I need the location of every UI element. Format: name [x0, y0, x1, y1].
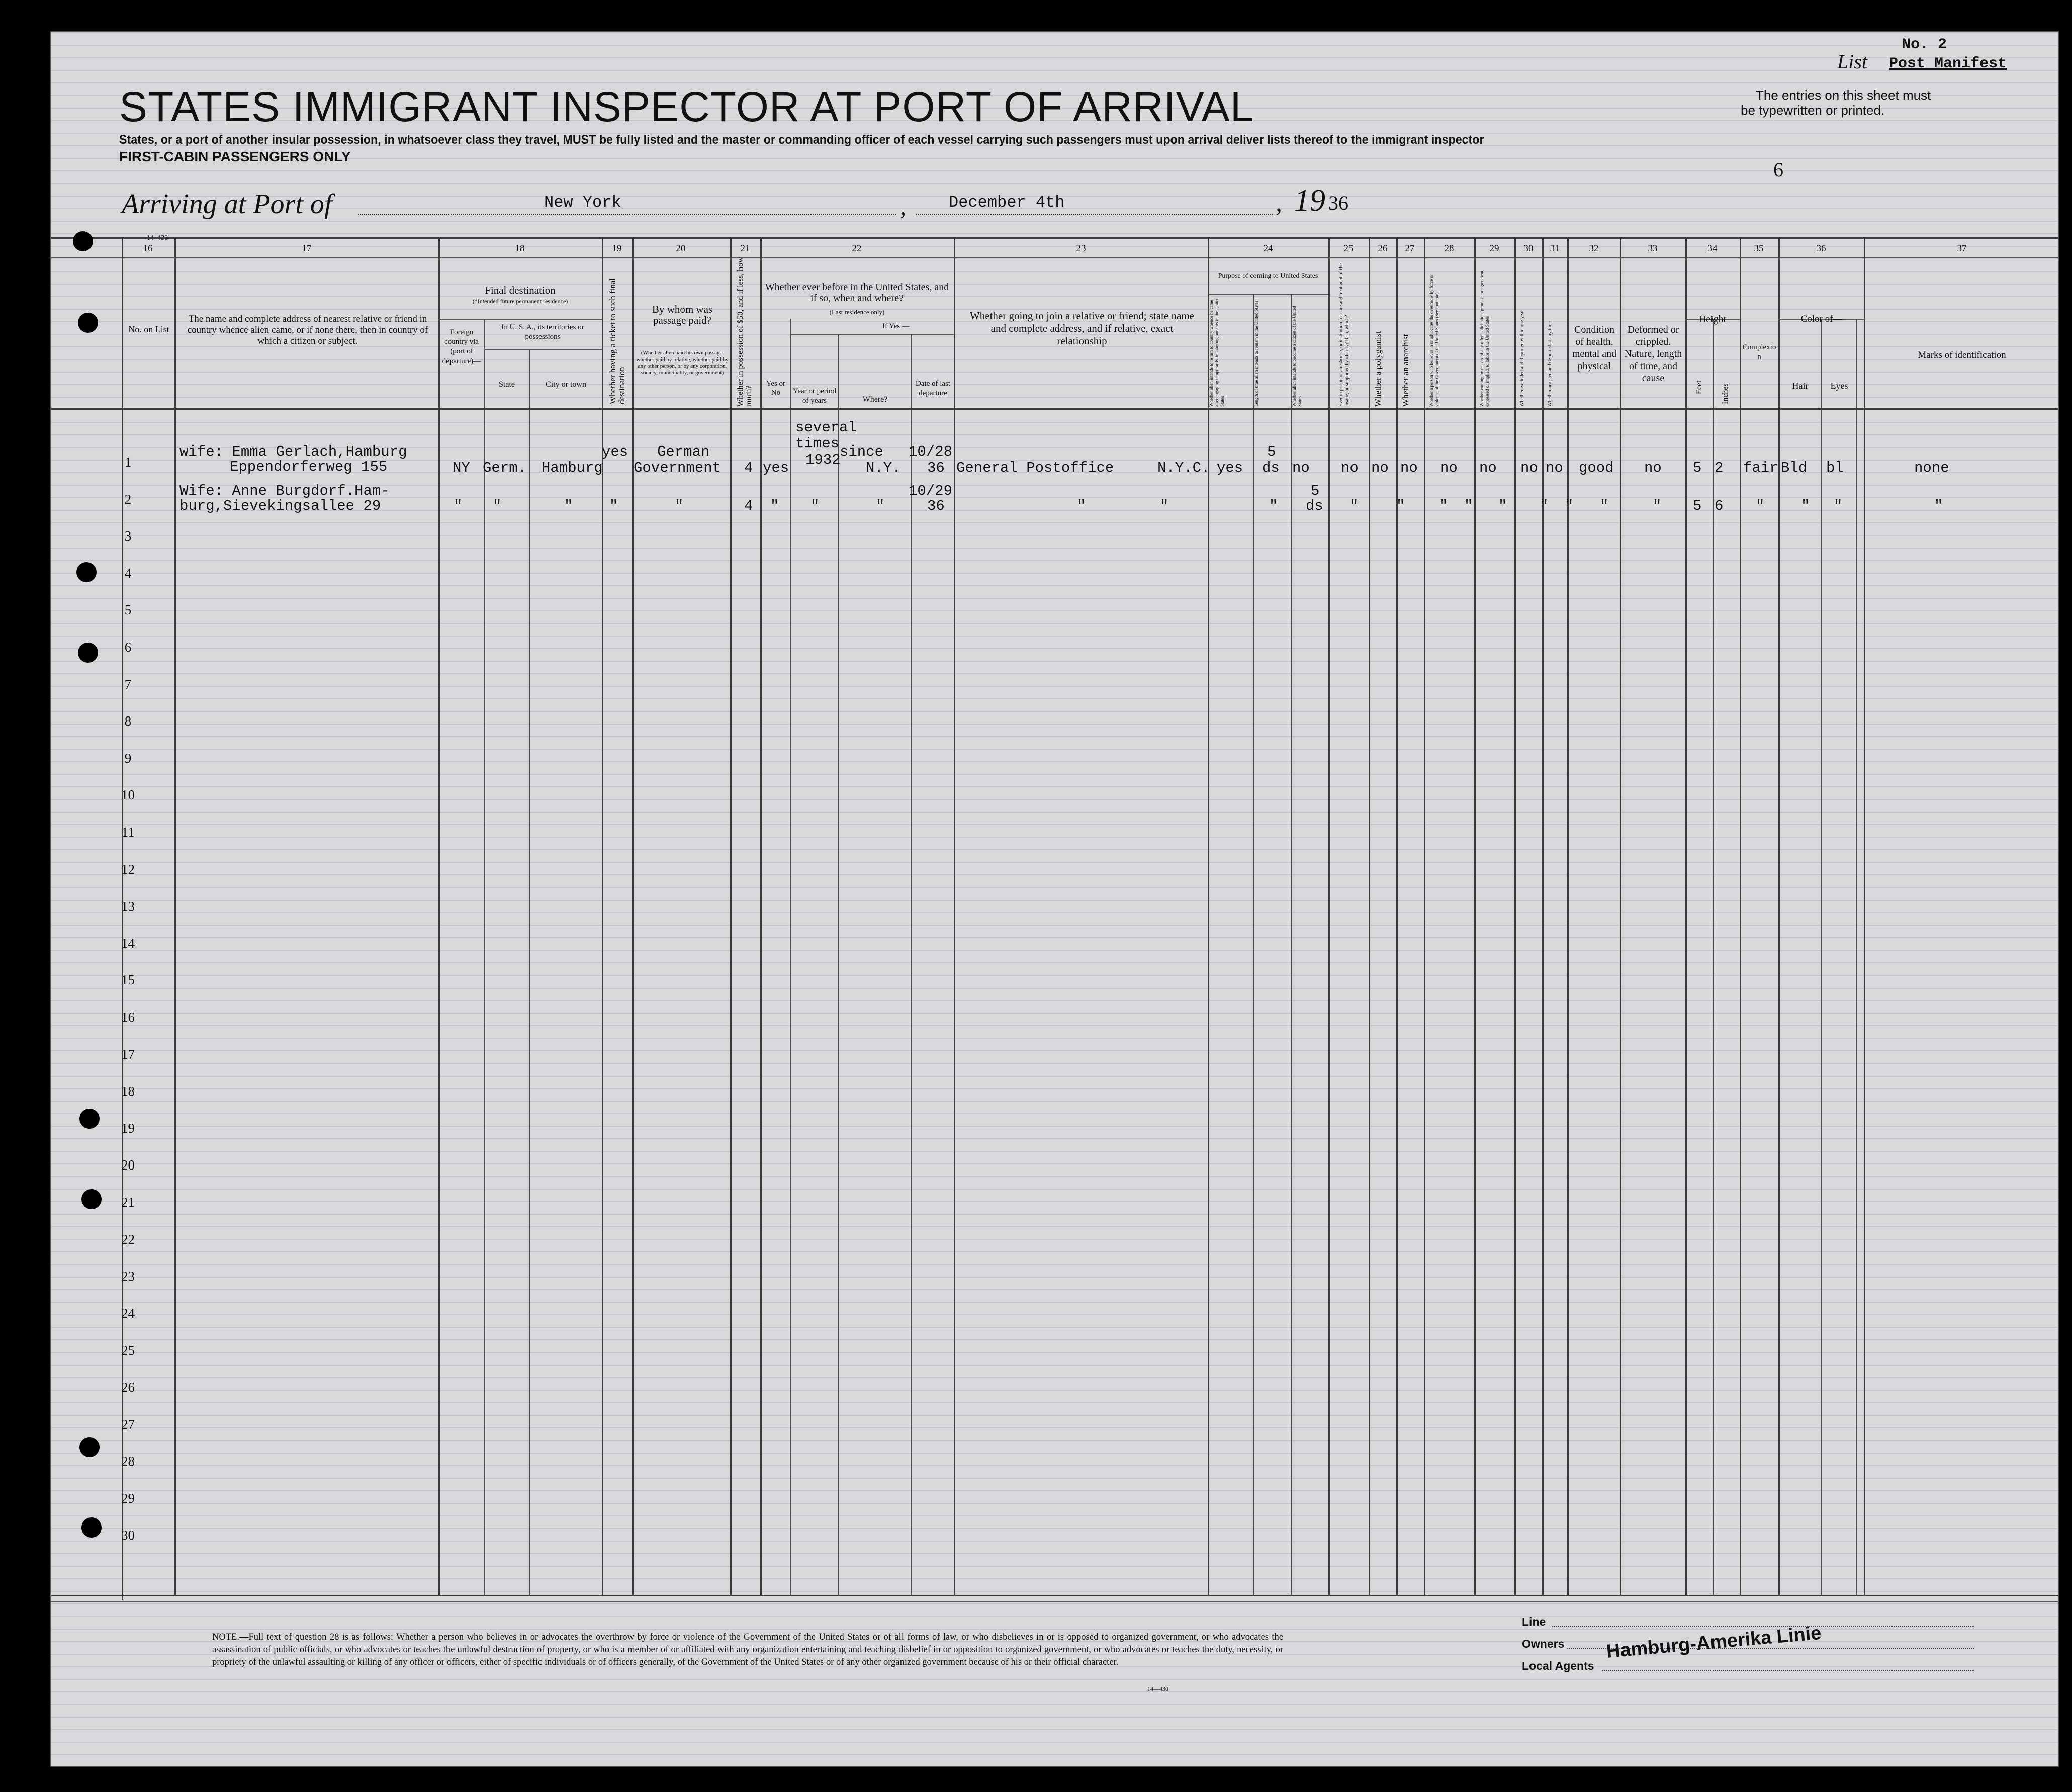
hdr-purpose-citizen: Whether alien intends to become a citizen of the United States [1292, 306, 1302, 407]
joining-city: N.Y.C. [1157, 460, 1210, 476]
hdr-yes-no: Yes or No [766, 380, 786, 397]
ditto-mark: " [1396, 498, 1405, 514]
date-value: December 4th [949, 193, 1065, 212]
row-number: 16 [121, 1010, 135, 1025]
feet: 5 [1693, 460, 1702, 476]
ditto-mark: " [564, 498, 573, 514]
fifty-dollars: 4 [744, 460, 753, 476]
date-last-2: 36 [927, 460, 945, 476]
ditto-mark: " [810, 498, 820, 514]
owners-label: Owners [1522, 1637, 1565, 1650]
col-num-27: 27 [1405, 243, 1415, 254]
row-number: 18 [121, 1084, 135, 1099]
hdr-complexion: Complexion [1742, 343, 1776, 361]
col-num-31: 31 [1550, 243, 1560, 254]
hdr-health: Condition of health, mental and physical [1572, 324, 1617, 372]
ditto-mark: " [876, 498, 885, 514]
row-number: 8 [124, 713, 132, 729]
col-num-22: 22 [852, 243, 862, 254]
passage-paid-2: Government [634, 460, 722, 476]
list-label: List [1837, 50, 1868, 73]
row-number: 27 [121, 1416, 135, 1432]
col-num-18: 18 [515, 243, 525, 254]
row-number: 29 [121, 1490, 135, 1506]
date-last-1: 10/29 [909, 483, 953, 499]
hdr-anarchist: Whether an anarchist [1401, 334, 1410, 407]
ever-before: yes [763, 460, 789, 476]
hdr-eyes: Eyes [1830, 381, 1848, 391]
col-num-35: 35 [1754, 243, 1764, 254]
hdr-marks: Marks of identification [1918, 350, 2006, 361]
hdr-deformed: Deformed or crippled. Nature, length of time, and cause [1624, 324, 1682, 384]
ditto-mark: " [1540, 498, 1549, 514]
year-prefix: 19 [1294, 184, 1325, 218]
hdr-no-on-list: No. on List [128, 324, 169, 334]
col-num-37: 37 [1957, 243, 1967, 254]
hdr-fifty: Whether in possession of $50, and if less, how much? [736, 257, 753, 407]
period-3: 1932 [805, 452, 841, 468]
col-num-25: 25 [1343, 243, 1354, 254]
length-2: ds [1306, 498, 1323, 514]
hair: Bld [1781, 460, 1808, 476]
relative-line-1: Wife: Anne Burgdorf.Ham- [179, 483, 390, 499]
hdr-ever-before: Whether ever before in the United States, and if so, when and where? [765, 282, 949, 304]
row-number: 20 [121, 1157, 135, 1173]
relative-line-2: Eppendorferweg 155 [230, 459, 388, 475]
hdr-foreign-country: Foreign country via (port of departure)— [442, 328, 481, 365]
marks: none [1914, 460, 1949, 476]
arriving-label: Arriving at Port of [122, 189, 332, 220]
ditto-mark: " [1269, 498, 1278, 514]
polygamist: no [1371, 460, 1389, 476]
prison: no [1341, 460, 1359, 476]
binder-hole [73, 231, 93, 251]
page-subtitle: States, or a port of another insular possession, in whatsoever class they travel, MUST be fully listed and the master or commanding officer of each vessel carrying such passengers must upon arrival deliver lists thereof to the immigrant inspector [119, 133, 1484, 147]
row-number: 10 [121, 787, 135, 803]
row-number: 28 [121, 1454, 135, 1469]
row-number: 24 [121, 1305, 135, 1321]
col-num-21: 21 [740, 243, 750, 254]
ditto-mark: " [675, 498, 684, 514]
contract: no [1479, 460, 1497, 476]
hdr-purpose-return: Whether alien intends to return to country whence he came after engaging temporarily in laboring pursuits in the United States [1209, 297, 1225, 407]
row-number: 14 [121, 935, 135, 951]
hdr-year-period: Year or period of years [793, 387, 836, 405]
ditto-mark: " [1160, 498, 1169, 514]
hdr-where: Where? [862, 395, 888, 404]
binder-hole [78, 643, 98, 663]
hdr-in-usa: In U. S. A., its territories or possessions [501, 323, 584, 341]
hdr-ever-before-note: (Last residence only) [829, 308, 885, 316]
col-num-29: 29 [1489, 243, 1499, 254]
where-1: since [840, 443, 884, 460]
entries-note-2: be typewritten or printed. [1741, 103, 1885, 118]
binder-hole [76, 562, 97, 582]
ditto-mark: " [1756, 498, 1765, 514]
ditto-mark: " [1077, 498, 1086, 514]
col-num-34: 34 [1707, 243, 1718, 254]
hdr-name-address: The name and complete address of nearest relative or friend in country whence alien came, or if none there, then in country of which a citizen or subject. [187, 314, 428, 346]
relative-line-2: burg,Sievekingsallee 29 [179, 498, 381, 514]
row-number: 23 [121, 1269, 135, 1284]
deformed: no [1644, 460, 1662, 476]
where-2: N.Y. [866, 460, 901, 476]
length-2: ds [1262, 460, 1280, 476]
ditto-mark: " [454, 498, 463, 514]
binder-hole [78, 313, 98, 333]
row-number: 5 [124, 602, 132, 618]
overthrow: no [1440, 460, 1458, 476]
row-number: 6 [124, 640, 132, 655]
footnote-code: 14—430 [1147, 1685, 1168, 1692]
anarchist: no [1400, 460, 1418, 476]
col-num-19: 19 [612, 243, 622, 254]
passage-paid-1: German [657, 443, 710, 460]
row-number: 12 [121, 861, 135, 877]
relative-line-1: wife: Emma Gerlach,Hamburg [179, 443, 407, 460]
purpose-return: yes [1217, 460, 1243, 476]
state: Germ. [483, 460, 527, 476]
hdr-polygamist: Whether a polygamist [1373, 331, 1383, 407]
row-number: 19 [121, 1120, 135, 1136]
ditto-mark: " [1801, 498, 1810, 514]
complexion: fair [1743, 460, 1778, 476]
joining: General Postoffice [956, 460, 1114, 476]
port-value: New York [544, 193, 621, 212]
ditto-mark: " [493, 498, 502, 514]
citizen: no [1292, 460, 1310, 476]
list-number: No. 2 [1902, 36, 1947, 53]
row-number: 15 [121, 972, 135, 988]
row-number: 11 [121, 825, 135, 840]
health: good [1579, 460, 1614, 476]
agent-stamp: Hamburg-Amerika Linie [1605, 1622, 1822, 1663]
binder-hole [79, 1437, 100, 1457]
ditto-mark: " [1498, 498, 1507, 514]
hdr-if-yes: If Yes — [882, 322, 910, 330]
sheet-mark: 6 [1773, 158, 1783, 181]
col-num-20: 20 [676, 243, 686, 254]
col-num-26: 26 [1378, 243, 1388, 254]
row-number: 9 [124, 750, 132, 766]
fifty-dollars: 4 [744, 498, 753, 514]
hdr-date-last: Date of last departure [915, 380, 951, 397]
ticket: yes [602, 443, 628, 460]
entries-note-1: The entries on this sheet must [1756, 87, 1931, 103]
col-num-23: 23 [1076, 243, 1086, 254]
ditto-mark: " [1934, 498, 1943, 514]
ditto-mark: " [1565, 498, 1574, 514]
inches: 2 [1715, 460, 1724, 476]
hdr-ticket: Whether having a ticket to such final destination [608, 278, 626, 404]
hdr-city: City or town [546, 380, 586, 389]
row-number: 17 [121, 1046, 135, 1062]
row-number: 1 [124, 455, 132, 470]
col-num-28: 28 [1444, 243, 1454, 254]
length-1: 5 [1267, 443, 1276, 460]
list-type: Post Manifest [1889, 55, 2007, 72]
date-last-1: 10/28 [909, 443, 953, 460]
hdr-arrested: Whether arrested and deported at any time [1547, 321, 1553, 407]
date-last-2: 36 [927, 498, 945, 514]
footnote: NOTE.—Full text of question 28 is as follows: Whether a person who believes in or advocates the overthrow by force or violence of the Government of the United States or of all forms of law, or who disbelieves in or is opposed to organized government, or who advocates the assassination of public officials, or who advocates or teaches the unlawful destruction of property, or who is a member of or affiliated with any organization entertaining and teaching disbelief in or opposition to organized government, or who advocates or teaches the duty, necessity, or propriety of the unlawful assaulting or killing of any officer or officers, either of specific individuals or of officers generally, of the Government of the United States or of any other organized government because of his or their official character. [212, 1632, 1283, 1667]
period-1: several [795, 419, 857, 436]
col-num-17: 17 [302, 243, 312, 254]
ditto-mark: " [1349, 498, 1359, 514]
binder-hole [81, 1189, 102, 1209]
col-num-32: 32 [1589, 243, 1599, 254]
hdr-passage-paid: By whom was passage paid? [652, 303, 713, 326]
hdr-purpose-length: Length of time alien intends to remain in the United States [1254, 301, 1259, 407]
local-agents-label: Local Agents [1522, 1659, 1594, 1672]
ditto-mark: " [1464, 498, 1473, 514]
col-num-33: 33 [1648, 243, 1658, 254]
row-number: 3 [124, 528, 132, 544]
excluded: no [1520, 460, 1538, 476]
hdr-excluded: Whether excluded and deported within one year [1519, 310, 1525, 407]
hdr-passage-note: (Whether alien paid his own passage, whether paid by relative, whether paid by any other person, or by any corporation, society, municipality, or government) [636, 350, 729, 376]
row-number: 22 [121, 1231, 135, 1247]
row-number: 21 [121, 1195, 135, 1210]
hdr-feet: Feet [1695, 380, 1703, 394]
binder-hole [79, 1109, 100, 1129]
hdr-final-destination-note: (*Intended future permanent residence) [472, 298, 568, 305]
ditto-mark: " [1834, 498, 1843, 514]
cabin-class: FIRST-CABIN PASSENGERS ONLY [119, 149, 351, 164]
length-1: 5 [1311, 483, 1320, 499]
hdr-hair: Hair [1792, 381, 1809, 391]
hdr-height: Height [1698, 314, 1727, 325]
binder-hole [81, 1517, 102, 1538]
row-number: 30 [121, 1528, 135, 1543]
hdr-prison: Ever in prison or almshouse, or institution for care and treatment of the insane, or supported by charity? If so, which? [1338, 263, 1350, 407]
row-number: 13 [121, 899, 135, 914]
ditto-mark: " [1439, 498, 1448, 514]
hdr-color-of: Color of— [1800, 314, 1843, 324]
inches: 6 [1715, 498, 1724, 514]
ditto-mark: " [770, 498, 779, 514]
period-2: times [795, 435, 840, 452]
foreign-country: NY [453, 460, 470, 476]
row-number: 26 [121, 1380, 135, 1395]
hdr-final-destination: Final destination [485, 284, 556, 296]
row-number: 4 [124, 565, 132, 581]
year-suffix: 36 [1328, 192, 1348, 214]
hdr-joining: Whether going to join a relative or friend; state name and complete address, and if relative, exact relationship [969, 310, 1195, 347]
col-num-16: 16 [143, 243, 153, 254]
row-number: 7 [124, 676, 132, 692]
hdr-contract: Whether coming by reason of any offer, solicitation, promise, or agreement, expressed or implied, to labor in the United States [1479, 269, 1490, 407]
row-number: 25 [121, 1342, 135, 1358]
col-num-24: 24 [1263, 243, 1273, 254]
hdr-inches: Inches [1721, 383, 1730, 404]
eyes: bl [1826, 460, 1844, 476]
ditto-mark: " [1653, 498, 1662, 514]
hdr-overthrow: Whether a person who believes in or advocates the overthrow by force or violence of the Government of the United States (See footnote) [1429, 274, 1439, 407]
col-num-36: 36 [1816, 243, 1826, 254]
page-title: STATES IMMIGRANT INSPECTOR AT PORT OF ARRIVAL [119, 83, 1254, 130]
hdr-state: State [499, 380, 515, 389]
line-label: Line [1522, 1615, 1546, 1628]
ditto-mark: " [609, 498, 618, 514]
ditto-mark: " [1600, 498, 1609, 514]
arrested: no [1546, 460, 1563, 476]
hdr-purpose: Purpose of coming to United States [1218, 272, 1318, 280]
feet: 5 [1693, 498, 1702, 514]
manifest-sheet: List No. 2 Post Manifest The entries on this sheet must be typewritten or printed. STATES IMMIGRANT INSPECTOR AT PORT OF ARRIVAL States, or a port of another insular possession, in whatsoever class they travel, MUST be fully listed and the master or commanding officer of each vessel carrying such passengers must upon arrival deliver lists thereof to the immigrant inspector FIRST-CABIN PASSENGERS ONLY 6 Arriving at Port of New York , December 4th , 19 36 16 17 18 19 20 21 22 23 24 25 26 27 28 29 30 31 32 33 34 35 36 37 No. on List The name and complete address of nearest relative or friend in country whence alien came, or if none there, then in country of which a citizen or subject. Final destination (*Intended future permanent residence) Foreign country via (port of departure)— In U. S. A., its territories or possessions State City or town Whether having a ticket to such final destination By whom was passage paid? (Whether alien paid his own passage, whether paid by relative, whether paid by any other person, or by any corporation, society, municipality, or government) Whether in possession of $50, and if less, how much? Whether ever before in the United States, and if so, when and where? (Last residence only) If Yes — Yes or No Year or period of years Where? Date of last departure Whether going to join a relative or friend; state name and complete address, and if relative, exact relationship Purpose of coming to United States Whether alien intends to return to country whence he came after engaging temporarily in laboring pursuits in the United States Length of time alien intends to remain in the United States Whether alien intends to become a citizen of the United States Ever in prison or almshouse, or institution for care and treatment of the insane, or supported by charity? If so, which? Whether a polygamist Whether an anarchist Whether a person who believes in or advocates the overthrow by force or violence of the Government of the United States (See footnote) Whether coming by reason of any offer, solicitation, promise, or agreement, expressed or implied, to labor in the United States Whether excluded and deported within one year Whether arrested and deported at any time Condition of health, mental and physical Deformed or crippled. Nature, length of time, and cause Height Feet Inches Complexion Color of— Hair Eyes Marks of identification 1 2 3 4 5 6 7 8 9 10 11 12 13 14 15 16 17 18 19 20 21 22 23 24 25 26 27 28 29 30 wife: Emma Gerlach,Hamburg Eppendorferweg 155 NY Germ. Hamburg yes German Government 4 yes several times 1932 since N.Y. 10/28 36 General Postoffice N.Y.C. yes 5 ds no no no no no no no no good no 5 2 fair Bld bl none Wife: Anne Burgdorf.Ham- burg,Sievekingsallee 29 " " " " " 4 " " " 10/29 36 " " " 5 ds " " " " " " " " " 5 6 " " " " NOTE.—Full text of question 28 is as follows: Whether a person who believes in or advocates the overthrow by force or violence of the Government of the United States or of all forms of law, or who disbelieves in or is opposed to organized government, or who advocates the assassination of public officials, or who advocates or teaches the unlawful destruction of property, or who is a member of or affiliated with any organization entertaining and teaching disbelief in or opposition to organized government, or who advocates or teaches the duty, necessity, or propriety of the unlawful assaulting or killing of any officer or officers, either of specific individuals or of officers generally, of the Government of the United States or of any other organized government because of his or their official character. 14—430 Line Owners Local Agents Hamburg-Amerika Linie [50, 31, 2059, 1767]
row-number: 2 [124, 491, 132, 507]
city: Hamburg [542, 460, 603, 476]
col-num-30: 30 [1523, 243, 1534, 254]
